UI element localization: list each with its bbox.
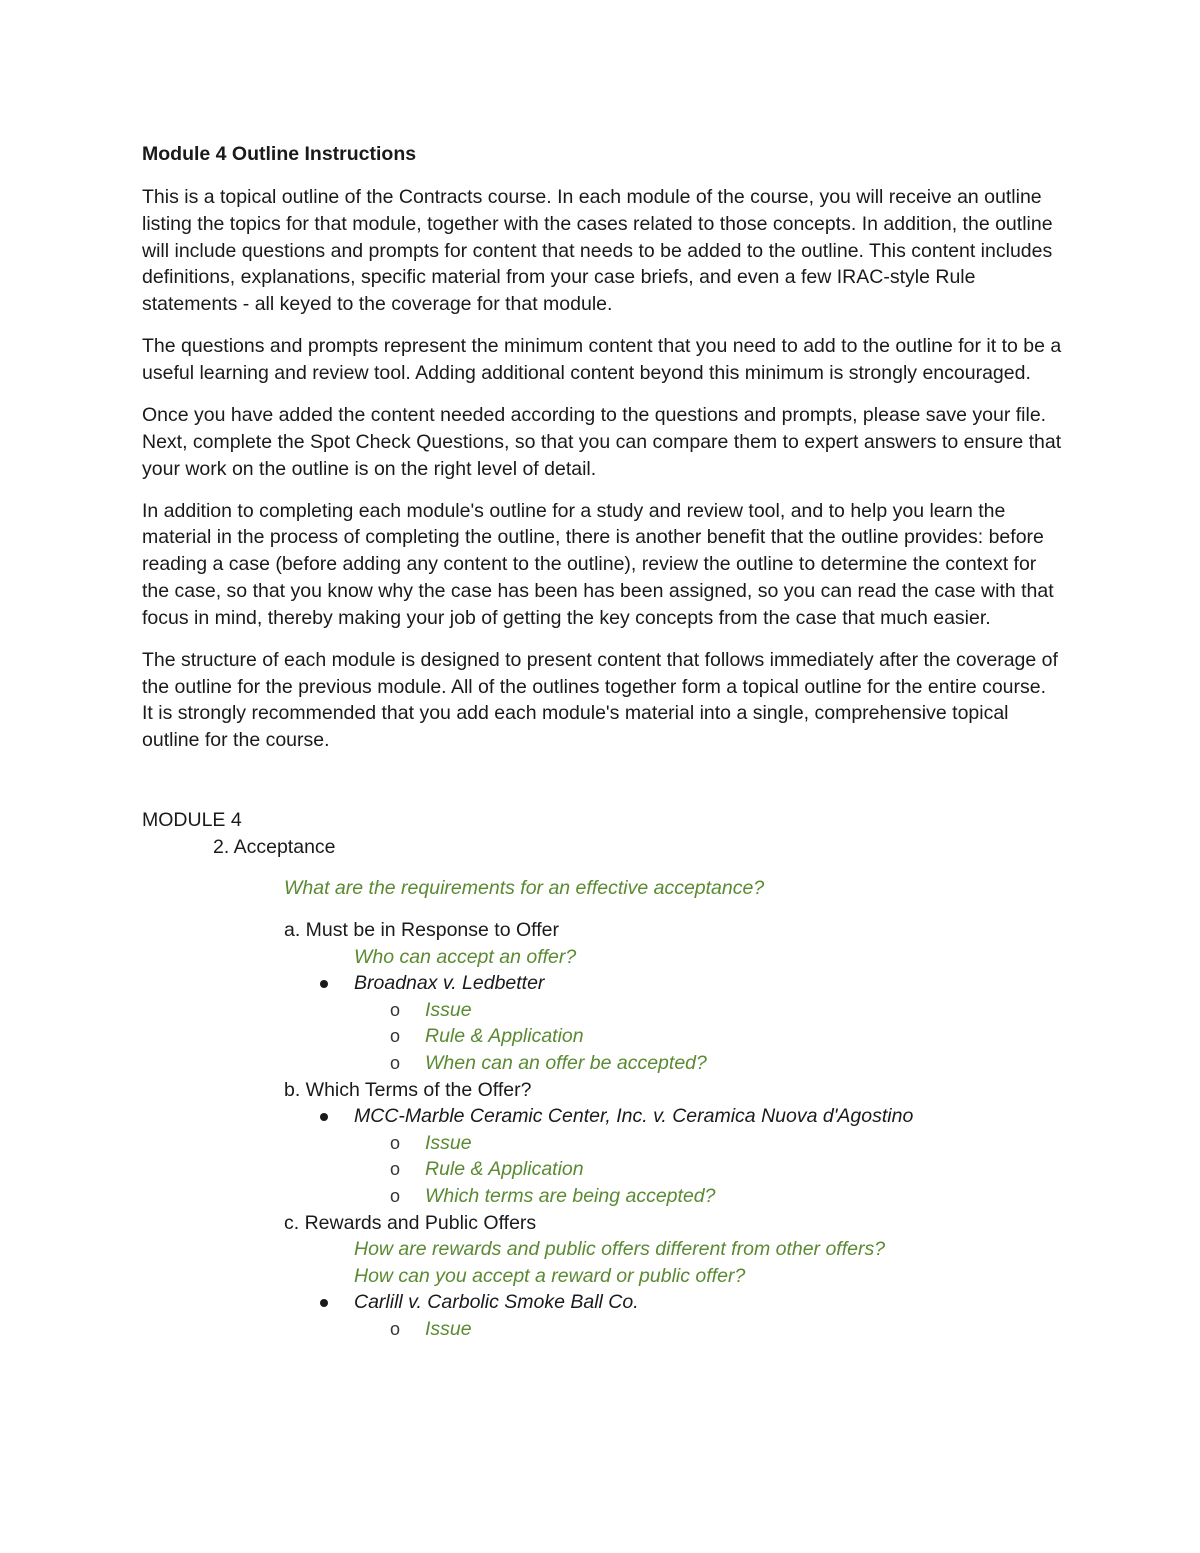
case-name: Carlill v. Carbolic Smoke Ball Co. (354, 1291, 639, 1314)
bullet-icon (320, 1299, 328, 1307)
subsection-b-label: b. Which Terms of the Offer? (284, 1078, 532, 1101)
item-text: Issue (425, 998, 472, 1021)
module-heading: MODULE 4 (142, 808, 242, 831)
item-text: Which terms are being accepted? (425, 1185, 716, 1208)
circle-bullet-icon: o (390, 1186, 401, 1207)
circle-bullet-icon: o (390, 1026, 401, 1047)
item-text: Issue (425, 1317, 472, 1340)
intro-paragraph-5: The structure of each module is designed to present content that follows immediately after the coverage of the outline for the previous module. All of the outlines together form a topical outline for the entire course. It is strongly recommended that you add each module's material into a single, comprehensive topical outline for the course. (142, 648, 1058, 752)
section-acceptance: 2. Acceptance (213, 835, 336, 858)
circle-bullet-icon: o (390, 1132, 401, 1153)
case-c-item-1 (142, 1316, 1062, 1343)
case-b-item-3 (142, 1183, 1062, 1210)
subsection-c-question-1: How are rewards and public offers different from other offers? (354, 1238, 886, 1261)
intro-paragraph-4: In addition to completing each module's outline for a study and review tool, and to help you learn the material in the process of completing the outline, there is another benefit that the outline provides: before reading a case (before adding any content to the outline), review the outline to determine the context for the case, so that you know why the case has been has been assigned, so you can read the case with that focus in mind, thereby making your job of getting the key concepts from the case that much easier. (142, 499, 1054, 629)
subsection-a-question: Who can accept an offer? (354, 945, 577, 968)
case-a-item-2 (142, 1023, 1062, 1050)
item-text: Issue (425, 1131, 472, 1154)
circle-bullet-icon: o (390, 999, 401, 1020)
item-text: When can an offer be accepted? (425, 1052, 707, 1075)
circle-bullet-icon: o (390, 1053, 401, 1074)
case-carlill (142, 1289, 1062, 1316)
bullet-icon (320, 980, 328, 988)
document-title: Module 4 Outline Instructions (142, 143, 417, 165)
intro-paragraph-2: The questions and prompts represent the minimum content that you need to add to the outline for it to be a useful learning and review tool. Adding additional content beyond this minimum is strongly encouraged. (142, 335, 1062, 384)
case-a-item-1 (142, 997, 1062, 1024)
case-b-item-1 (142, 1130, 1062, 1157)
subsection-c-question-2: How can you accept a reward or public offer? (354, 1264, 746, 1287)
item-text: Rule & Application (425, 1158, 584, 1181)
circle-bullet-icon: o (390, 1318, 401, 1339)
case-name: MCC-Marble Ceramic Center, Inc. v. Ceramica Nuova d'Agostino (354, 1105, 914, 1128)
case-mcc-marble (142, 1103, 1062, 1130)
module-outline (142, 834, 1062, 1343)
intro-paragraph-3: Once you have added the content needed according to the questions and prompts, please save your file. Next, complete the Spot Check Questions, so that you can compare them to expert answers to ensure that your work on the outline is on the right level of detail. (142, 403, 1062, 480)
case-a-item-3 (142, 1050, 1062, 1077)
bullet-icon (320, 1113, 328, 1121)
subsection-a-label: a. Must be in Response to Offer (284, 919, 559, 942)
circle-bullet-icon: o (390, 1159, 401, 1180)
case-b-item-2 (142, 1156, 1062, 1183)
document-body (142, 140, 1062, 1343)
case-name: Broadnax v. Ledbetter (354, 972, 545, 995)
case-broadnax (142, 970, 1062, 997)
subsection-c-label: c. Rewards and Public Offers (284, 1211, 537, 1234)
intro-paragraph-1: This is a topical outline of the Contracts course. In each module of the course, you will receive an outline listing the topics for that module, together with the cases related to those concepts. In addition, the outline will include questions and prompts for content that needs to be added to the outline. This content includes definitions, explanations, specific material from your case briefs, and even a few IRAC-style Rule statements - all keyed to the coverage for that module. (142, 186, 1053, 316)
item-text: Rule & Application (425, 1025, 584, 1048)
section-question: What are the requirements for an effective acceptance? (284, 877, 765, 900)
